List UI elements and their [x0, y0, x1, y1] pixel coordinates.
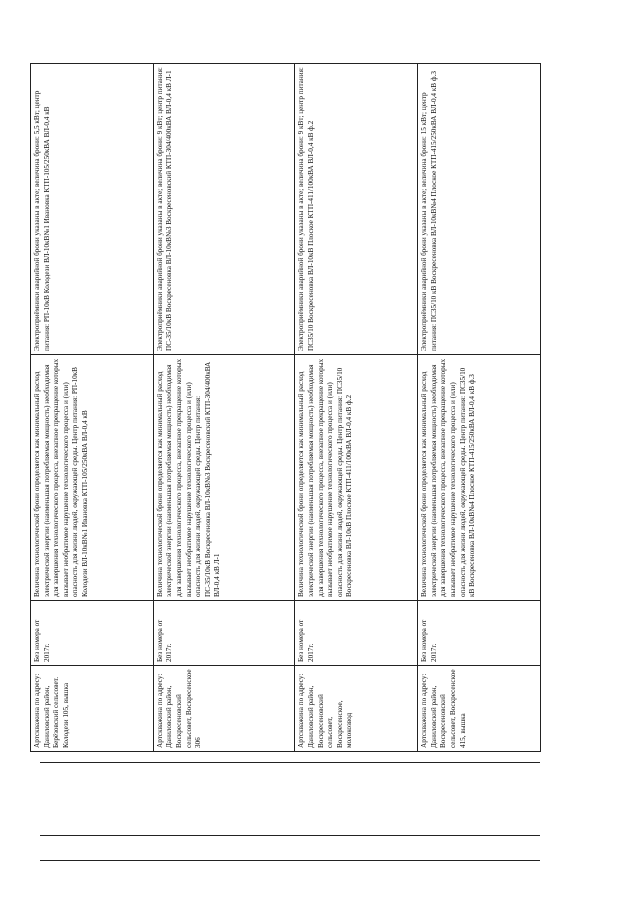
table-row — [153, 64, 295, 752]
address-cell: Артскважина по адресу: Даниловский район, Берёзовский сельсовет. Колодези 105, вышка — [31, 666, 154, 752]
rotated-table-frame — [30, 64, 541, 752]
emergency-armor-cell: Электроприёмники аварийной брони указаны в акте; величина брони: 15 кВт; центр питания: ПС35/10 кВ Воскресеновка ВЛ-10кВ№4 Плоское КТП-415/250кВА ВЛ-0,4 кВ ф.3 — [418, 64, 541, 355]
address-cell: Артскважина по адресу: Даниловский район, Воскресеновский сельсовет, Воскресенское, молокозвод — [295, 666, 418, 752]
tech-armor-cell: Величина технологической брони определяется как минимальный расход электрической энергии (наименьшая потребляемая мощность) необходимая для завершения технологического процесса, внезапное прекращение которых вызывает необратимое нарушение технологического процесса и (или) опасность для жизни людей, окружающей среды. Центр питания: ПС35/10 кВ Воскресеновка ВЛ-10кВ№4 Плоское КТП-415/250кВА ВЛ-0,4 кВ ф.3 — [418, 355, 541, 601]
address-cell: Артскважина по адресу: Даниловский район, Воскресеновский сельсовет, Воскресенское 306 — [153, 666, 295, 752]
rotated-table-content — [30, 64, 541, 752]
table-row — [418, 64, 541, 752]
armor-table — [30, 63, 541, 752]
number-cell: Без номера от 2017г. — [31, 601, 154, 666]
tech-armor-cell: Величина технологической брони определяется как минимальный расход электрической энергии (наименьшая потребляемая мощность) необходимая для завершения технологического процесса, внезапное прекращение которых вызывает необратимое нарушение технологического процесса и (или) опасность для жизни людей, окружающей среды. Центр питания: ПС35/10 Воскресеновка ВЛ-10кВ Плоское КТП-411/100кВА ВЛ-0,4 кВ ф.2 — [295, 355, 418, 601]
divider-line — [40, 835, 540, 836]
emergency-armor-cell: Электроприёмники аварийной брони указаны в акте; величина брони: 5,5 кВт; центр питания: РП-10кВ Колодези ВЛ-10кВ№1 Ивановка КТП-105/250кВА ВЛ-0,4 кВ — [31, 64, 154, 355]
divider-line — [40, 860, 540, 861]
address-cell: Артскважина по адресу: Даниловский район, Воскресеновский сельсовет, Воскресенское 415, вышка — [418, 666, 541, 752]
tech-armor-cell: Величина технологической брони определяется как минимальный расход электрической энергии (наименьшая потребляемая мощность) необходимая для завершения технологического процесса, внезапное прекращение которых вызывает необратимое нарушение технологического процесса и (или) опасность для жизни людей, окружающей среды. Центр питания: РП-10кВ Колодези ВЛ-10кВ№1 Ивановка КТП-105/250кВА ВЛ-0,4 кВ — [31, 355, 154, 601]
divider-line — [40, 762, 540, 763]
table-row — [31, 64, 154, 752]
emergency-armor-cell: Электроприёмники аварийной брони указаны в акте; величина брони: 9 кВт; центр питания: ПС35/10 Воскресеновка ВЛ-10кВ Плоское КТП-411/100кВА ВЛ-0,4 кВ ф.2 — [295, 64, 418, 355]
tech-armor-cell: Величина технологической брони определяется как минимальный расход электрической энергии (наименьшая потребляемая мощность) необходимая для завершения технологического процесса, внезапное прекращение которых вызывает необратимое нарушение технологического процесса и (или) опасность для жизни людей, окружающей среды. Центр питания: ПС-35/10кВ Воскресеновка ВЛ-10кВ№3 Воскресеновский КТП-304/400кВА ВЛ-0,4 кВ Л-1 — [153, 355, 295, 601]
number-cell: Без номера от 2017г. — [418, 601, 541, 666]
table-row — [295, 64, 418, 752]
number-cell: Без номера от 2017г. — [153, 601, 295, 666]
number-cell: Без номера от 2017г. — [295, 601, 418, 666]
emergency-armor-cell: Электроприёмники аварийной брони указаны в акте; величина брони: 9 кВт; центр питания: ПС-35/10кВ Воскресеновка ВЛ-10кВ№3 Воскресеновский КТП-304/400кВА ВЛ-0,4 кВ Л-1 — [153, 64, 295, 355]
